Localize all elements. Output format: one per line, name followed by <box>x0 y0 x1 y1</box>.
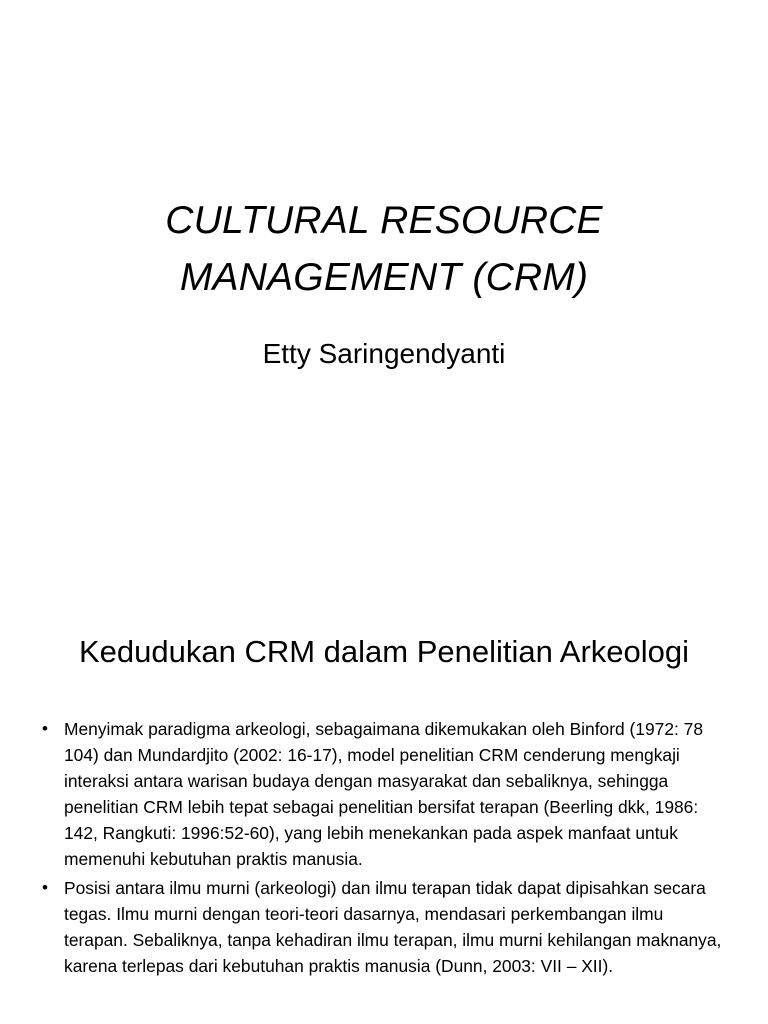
bullet-item <box>40 716 730 872</box>
bullet-text: Posisi antara ilmu murni (arkeologi) dan ilmu terapan tidak dapat dipisahkan secara tegas. Ilmu murni dengan teori-teori dasarnya, mendasari perkembangan ilmu terapan. Sebaliknya, tanpa kehadiran ilmu terapan, ilmu murni kehilangan maknanya, karena terlepas dari kebutuhan praktis manusia (Dunn, 2003: VII – XII). <box>64 878 722 976</box>
bullet-item <box>40 875 730 979</box>
slide-content <box>0 576 768 1024</box>
title-line-2: MANAGEMENT (CRM) <box>179 256 589 299</box>
slide-title-heading <box>0 192 768 306</box>
bullet-text: Menyimak paradigma arkeologi, sebagaimana dikemukakan oleh Binford (1972: 78 104) dan Mundardjito (2002: 16-17), model penelitian CRM cenderung mengkaji interaksi antara warisan budaya dengan masyarakat dan sebaliknya, sehingga penelitian CRM lebih tepat sebagai penelitian bersifat terapan (Beerling dkk, 1986: 142, Rangkuti: 1996:52-60), yang lebih menekankan pada aspek manfaat untuk memenuhi kebutuhan praktis manusia. <box>64 719 703 869</box>
bullet-list <box>40 716 730 982</box>
title-line-1: CULTURAL RESOURCE <box>165 199 603 242</box>
content-heading: Kedudukan CRM dalam Penelitian Arkeologi <box>78 634 690 669</box>
author-name: Etty Saringendyanti <box>262 338 506 369</box>
bullet-dot-icon: • <box>42 719 48 738</box>
bullet-dot-icon: • <box>42 878 48 897</box>
